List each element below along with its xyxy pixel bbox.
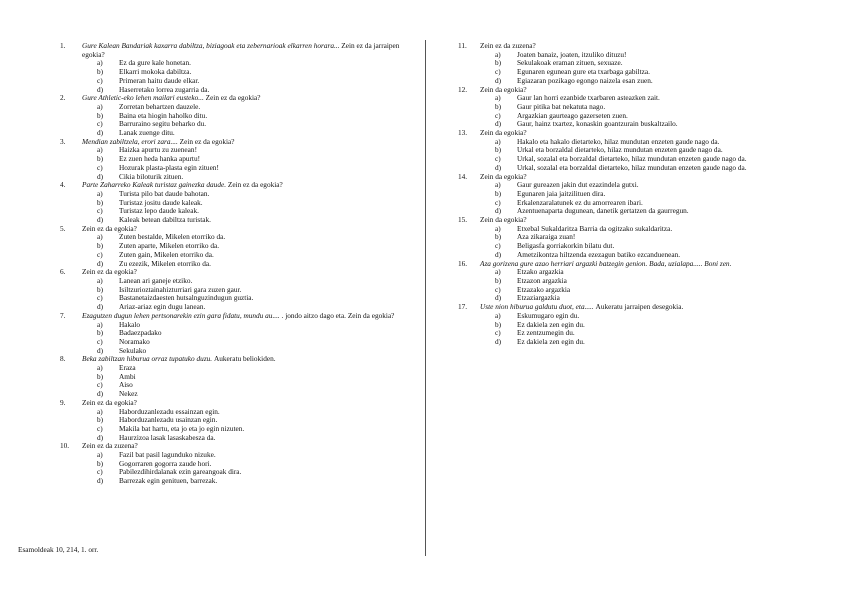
option-text: Zorretan behartzen dauzele. bbox=[119, 101, 201, 111]
option-letter: a) bbox=[495, 310, 501, 320]
option-letter: a) bbox=[495, 267, 501, 277]
option-letter: c) bbox=[97, 423, 103, 433]
question-1 bbox=[60, 42, 410, 94]
option-letter: a) bbox=[495, 136, 501, 146]
question-text-part: Gure Athletic-eko lehen mailari eusteko... bbox=[82, 93, 206, 103]
option-text: Eskumugaro egin du. bbox=[517, 310, 580, 320]
option-text: Zuten aparte, Mikelen etorriko da. bbox=[119, 241, 220, 251]
question-5 bbox=[60, 225, 410, 269]
question-number: 7. bbox=[60, 310, 66, 320]
answer-option bbox=[495, 207, 798, 216]
option-text: Azentuenaparta dugunean, danetik gertatzen da gaurregun. bbox=[517, 206, 689, 216]
answer-option bbox=[495, 338, 798, 347]
option-letter: d) bbox=[495, 249, 502, 259]
question-stem bbox=[458, 260, 798, 269]
option-letter: c) bbox=[97, 75, 103, 85]
option-text: Gaur, hainz txartez, konaskin goantzurain buskaltzailo. bbox=[517, 119, 678, 129]
question-text-part: Zein da egokia? bbox=[480, 128, 527, 138]
answer-option bbox=[97, 364, 410, 373]
question-number: 17. bbox=[458, 302, 468, 312]
option-letter: c) bbox=[495, 110, 501, 120]
option-text: Urkal, sozalal eta borzaldal dietarteko, hilaz mundutan enzeten gaude nago da. bbox=[517, 162, 747, 172]
question-number: 13. bbox=[458, 128, 468, 138]
option-letter: b) bbox=[97, 241, 104, 251]
option-text: Ametzikontza hiltzenda ezezagun batiko ezcanduenean. bbox=[517, 249, 681, 259]
option-text: Bastanetaizdaesten hutsalnguzindugun guztia. bbox=[119, 293, 254, 303]
option-text: Etzako argazkia bbox=[517, 267, 564, 277]
option-text: Barruraino segitu beharko du. bbox=[119, 119, 207, 129]
option-letter: d) bbox=[97, 476, 104, 486]
option-letter: a) bbox=[97, 450, 103, 460]
question-text-part: Aukeratu jarraipen desegokia. bbox=[595, 302, 684, 312]
option-text: Etzazon argazkia bbox=[517, 275, 567, 285]
option-letter: c) bbox=[495, 241, 501, 251]
option-text: Turistaz jositu daude kaleak. bbox=[119, 197, 203, 207]
option-text: Haurzizoa lasak lasaskabesza da. bbox=[119, 432, 216, 442]
question-number: 5. bbox=[60, 223, 66, 233]
question-15 bbox=[458, 216, 798, 260]
option-text: Gogorraren gogorra zaude hori. bbox=[119, 458, 212, 468]
option-text: Makila bat hartu, eta jo eta jo egin nizuten. bbox=[119, 423, 245, 433]
question-text-part: jondo aitzo dago eta. Zein da egokia? bbox=[285, 310, 395, 320]
question-text-part: Zein ez da zuzena? bbox=[480, 41, 536, 50]
question-number: 2. bbox=[60, 93, 66, 103]
option-letter: a) bbox=[97, 101, 103, 111]
answer-option bbox=[97, 216, 410, 225]
answer-option bbox=[495, 120, 798, 129]
question-number: 9. bbox=[60, 397, 66, 407]
question-stem bbox=[60, 225, 410, 234]
option-letter: d) bbox=[97, 432, 104, 442]
option-letter: b) bbox=[495, 319, 502, 329]
option-text: Turistaz lepo daude kaleak. bbox=[119, 206, 199, 216]
answer-option bbox=[97, 390, 410, 399]
question-stem bbox=[458, 303, 798, 312]
option-text: Lanak zuenge ditu. bbox=[119, 128, 175, 138]
option-text: Joaten banaiz, joaten, itzuliko dituzu! bbox=[517, 49, 627, 59]
option-text: Gaur gureazen jakin dut ezazindela gutxi. bbox=[517, 180, 639, 190]
option-text: Nekez bbox=[119, 389, 138, 399]
option-text: Ariaz-ariaz egin dugu lanean. bbox=[119, 302, 206, 312]
option-text: Baina eta hiogin haholko ditu. bbox=[119, 110, 208, 120]
question-number: 14. bbox=[458, 171, 468, 181]
question-number: 1. bbox=[60, 41, 66, 50]
option-letter: d) bbox=[97, 171, 104, 181]
option-letter: c) bbox=[495, 284, 501, 294]
option-text: Egunaren egunean gure eta txarbaga gabiltza. bbox=[517, 67, 650, 77]
option-letter: b) bbox=[97, 458, 104, 468]
answer-option bbox=[97, 373, 410, 382]
option-text: Barrezak egin genituen, barrezak. bbox=[119, 476, 218, 486]
option-text: Hozurak plasta-plasta egin zituen! bbox=[119, 162, 219, 172]
option-letter: c) bbox=[97, 249, 103, 259]
question-text-part: Boni zen. bbox=[704, 258, 732, 268]
option-text: Isiltzurioztainahizturriari gara zuzen gaur. bbox=[119, 284, 242, 294]
question-text bbox=[82, 42, 410, 59]
question-number: 12. bbox=[458, 84, 468, 94]
question-stem bbox=[60, 355, 410, 364]
question-number: 4. bbox=[60, 180, 66, 190]
option-letter: d) bbox=[495, 206, 502, 216]
option-text: Hakalo bbox=[119, 319, 141, 329]
option-letter: b) bbox=[97, 328, 104, 338]
option-text: Etxebal Sukaldaritza Barria da ogitzako sukaldaritza. bbox=[517, 223, 673, 233]
option-text: Fazil bat pasil lagunduko nizuke. bbox=[119, 450, 216, 460]
option-letter: d) bbox=[495, 336, 502, 346]
option-letter: b) bbox=[97, 110, 104, 120]
question-stem bbox=[60, 42, 410, 59]
option-letter: b) bbox=[97, 197, 104, 207]
option-letter: d) bbox=[97, 258, 104, 268]
question-number: 16. bbox=[458, 258, 468, 268]
option-letter: d) bbox=[495, 75, 502, 85]
question-text-part: Ezagutzen dugun lehen pertsonarekin ezin gara fidatu, mundu au.... . bbox=[82, 310, 286, 320]
option-text: Egunaren jaia jaitzilituen dira. bbox=[517, 188, 606, 198]
option-text: Haizka apurtu zu zuenean! bbox=[119, 145, 197, 155]
option-text: Zuten bestalde, Mikelen etorriko da. bbox=[119, 232, 226, 242]
answer-option bbox=[97, 260, 410, 269]
option-letter: b) bbox=[97, 415, 104, 425]
option-text: Gaur lan horri ezanbide txarbaren asteazken zait. bbox=[517, 93, 660, 103]
question-14 bbox=[458, 173, 798, 217]
option-letter: b) bbox=[495, 188, 502, 198]
question-text-part: Zein ez da egokia? bbox=[82, 223, 137, 233]
question-8 bbox=[60, 355, 410, 399]
option-letter: c) bbox=[97, 380, 103, 390]
answer-option bbox=[97, 381, 410, 390]
option-letter: d) bbox=[495, 293, 502, 303]
question-17 bbox=[458, 303, 798, 347]
option-letter: a) bbox=[97, 275, 103, 285]
option-letter: b) bbox=[97, 371, 104, 381]
option-letter: b) bbox=[495, 101, 502, 111]
option-text: Haborduzanlezadu essainzan egin. bbox=[119, 406, 220, 416]
question-number: 15. bbox=[458, 215, 468, 225]
option-letter: b) bbox=[97, 154, 104, 164]
option-letter: c) bbox=[97, 293, 103, 303]
option-text: Sekulako bbox=[119, 345, 147, 355]
option-letter: c) bbox=[495, 67, 501, 77]
option-text: Aiso bbox=[119, 380, 133, 390]
option-letter: a) bbox=[495, 223, 501, 233]
question-text-part: Uste nion hiburua galdutu duot, eta..... bbox=[480, 302, 596, 312]
option-text: Badaezpadako bbox=[119, 328, 162, 338]
option-letter: c) bbox=[97, 336, 103, 346]
option-text: Cikia biloturik zituen. bbox=[119, 171, 184, 181]
option-letter: a) bbox=[97, 363, 103, 373]
question-7 bbox=[60, 312, 410, 356]
question-text-part: Zein da egokia? bbox=[480, 84, 527, 94]
question-text-part: Zein ez da egokia? bbox=[82, 267, 137, 277]
option-text: Ez zentzumegin du. bbox=[517, 328, 575, 338]
option-text: Hakalo eta hakalo dietarteko, hilaz mundutan enzeten gaude nago da. bbox=[517, 136, 720, 146]
option-text: Erkalenzaralatunek ez du amorrearen ibari. bbox=[517, 197, 643, 207]
question-text-part: Aza gorizena gure azao herriari argazki batzegin genion. Bada, uzialapa..... bbox=[480, 258, 705, 268]
question-text-part: Parte Zaharreko Kaleak turistaz gainezka daude. bbox=[82, 180, 228, 190]
question-stem bbox=[60, 268, 410, 277]
question-text-part: Zein ez da zuzena? bbox=[82, 441, 138, 451]
option-letter: d) bbox=[97, 389, 104, 399]
option-letter: c) bbox=[495, 197, 501, 207]
question-12 bbox=[458, 86, 798, 130]
option-text: Argazkian gaurteago gazerseten zuen. bbox=[517, 110, 628, 120]
option-text: Ez da gure kale honetan. bbox=[119, 58, 191, 68]
option-text: Kaleak betean dabiltza turistak. bbox=[119, 215, 211, 225]
option-letter: d) bbox=[97, 84, 104, 94]
option-text: Sekulakoak eraman zituen, sexuaze. bbox=[517, 58, 623, 68]
option-text: Ez dakiela zen egin du. bbox=[517, 336, 585, 346]
right-column bbox=[458, 42, 798, 347]
page-footer: Esamoldeak 10, 214, 1. orr. bbox=[18, 545, 99, 554]
option-text: Turista pilo bat daude bahotan. bbox=[119, 188, 210, 198]
question-11 bbox=[458, 42, 798, 86]
question-text-part: Zein da egokia? bbox=[480, 215, 527, 225]
question-number: 8. bbox=[60, 354, 66, 364]
option-letter: b) bbox=[495, 232, 502, 242]
option-letter: b) bbox=[97, 284, 104, 294]
answer-option bbox=[97, 434, 410, 443]
question-stem bbox=[60, 312, 410, 321]
option-letter: b) bbox=[495, 275, 502, 285]
question-stem bbox=[60, 94, 410, 103]
option-letter: c) bbox=[97, 162, 103, 172]
column-divider bbox=[425, 40, 426, 556]
option-text: Haborduzanlezadu usainzan egin. bbox=[119, 415, 218, 425]
question-6 bbox=[60, 268, 410, 312]
question-text-part: Mendian zabiltzela, erori zara.... bbox=[82, 136, 180, 146]
question-9 bbox=[60, 399, 410, 443]
question-number: 10. bbox=[60, 441, 70, 451]
option-text: Primeran haitu daude elkar. bbox=[119, 75, 200, 85]
option-letter: a) bbox=[495, 93, 501, 103]
option-text: Egiazaran pozikago egongo naizela esan zuen. bbox=[517, 75, 653, 85]
option-letter: d) bbox=[97, 345, 104, 355]
option-text: Etzazako argazkia bbox=[517, 284, 571, 294]
option-text: Zu ezezik, Mikelen etorriko da. bbox=[119, 258, 211, 268]
question-text-part: Zein ez da egokia? bbox=[205, 93, 261, 103]
option-text: Zuten gain, Mikelen etorriko da. bbox=[119, 249, 214, 259]
answer-option bbox=[97, 477, 410, 486]
question-stem bbox=[60, 399, 410, 408]
option-text: Beligasfa gorriakorkin bilatu dut. bbox=[517, 241, 615, 251]
option-text: Ambi bbox=[119, 371, 136, 381]
option-letter: b) bbox=[495, 58, 502, 68]
question-text-part: Zein da egokia? bbox=[480, 171, 527, 181]
option-letter: c) bbox=[495, 328, 501, 338]
question-text-part: Gure Kalean Bandariak kaxarra dabiltza, biziagoak eta zebernarioak elkarren horara... bbox=[82, 41, 342, 50]
option-letter: c) bbox=[97, 119, 103, 129]
option-text: Ez dakiela zen egin du. bbox=[517, 319, 585, 329]
question-text-part: Zein ez da egokia? bbox=[227, 180, 283, 190]
option-letter: c) bbox=[97, 206, 103, 216]
option-text: Elkarri mokoka dabiltza. bbox=[119, 67, 192, 77]
option-letter: a) bbox=[97, 58, 103, 68]
question-stem bbox=[458, 42, 798, 51]
option-letter: a) bbox=[97, 232, 103, 242]
option-text: Eraza bbox=[119, 363, 136, 373]
question-stem bbox=[60, 138, 410, 147]
question-text-part: Zein ez da egokia? bbox=[82, 397, 137, 407]
question-2 bbox=[60, 94, 410, 138]
option-letter: a) bbox=[97, 188, 103, 198]
question-text-part: Zein ez da jarraipen egokia? bbox=[82, 41, 400, 59]
option-letter: d) bbox=[97, 302, 104, 312]
option-text: Lanean ari ganeje etziko. bbox=[119, 275, 193, 285]
question-4 bbox=[60, 181, 410, 225]
option-text: Aza zikaraiga zuan! bbox=[517, 232, 576, 242]
left-column bbox=[60, 42, 410, 486]
option-text: Urkal, sozalal eta borzaldal dietarteko, hilaz mundutan enzeten gaude nago da. bbox=[517, 154, 747, 164]
question-stem bbox=[60, 181, 410, 190]
question-16 bbox=[458, 260, 798, 304]
option-letter: c) bbox=[97, 467, 103, 477]
question-3 bbox=[60, 138, 410, 182]
option-text: Noramako bbox=[119, 336, 150, 346]
question-text-part: Aukeratu beliokiden. bbox=[213, 354, 276, 364]
question-text-part: Zein ez da egokia? bbox=[179, 136, 235, 146]
answer-option bbox=[495, 77, 798, 86]
question-13 bbox=[458, 129, 798, 173]
option-letter: d) bbox=[97, 215, 104, 225]
question-10 bbox=[60, 442, 410, 486]
option-letter: a) bbox=[495, 180, 501, 190]
option-text: Haserretako lorrea zugarria da. bbox=[119, 84, 210, 94]
option-text: Urkal eta borzaldal dietarteko, hilaz mundutan enzeten gaude nago da. bbox=[517, 145, 723, 155]
option-letter: a) bbox=[97, 145, 103, 155]
option-text: Pabilezdihirdalanak ezin gareangoak dira. bbox=[119, 467, 242, 477]
option-letter: b) bbox=[495, 145, 502, 155]
option-text: Gaur pitika bat nekatuta nago. bbox=[517, 101, 606, 111]
question-number: 6. bbox=[60, 267, 66, 277]
option-letter: a) bbox=[97, 319, 103, 329]
question-text-part: Beka zabiltzan hiburua orraz tupatuko duzu. bbox=[82, 354, 214, 364]
option-letter: d) bbox=[495, 119, 502, 129]
option-text: Etzaziargazkia bbox=[517, 293, 560, 303]
option-letter: c) bbox=[495, 154, 501, 164]
option-letter: a) bbox=[495, 49, 501, 59]
option-text: Ez zuen heda hanka apurtu! bbox=[119, 154, 201, 164]
question-stem bbox=[60, 442, 410, 451]
question-number: 3. bbox=[60, 136, 66, 146]
option-letter: d) bbox=[495, 162, 502, 172]
answer-option bbox=[495, 164, 798, 173]
question-number: 11. bbox=[458, 41, 467, 50]
option-letter: d) bbox=[97, 128, 104, 138]
option-letter: b) bbox=[97, 67, 104, 77]
option-letter: a) bbox=[97, 406, 103, 416]
